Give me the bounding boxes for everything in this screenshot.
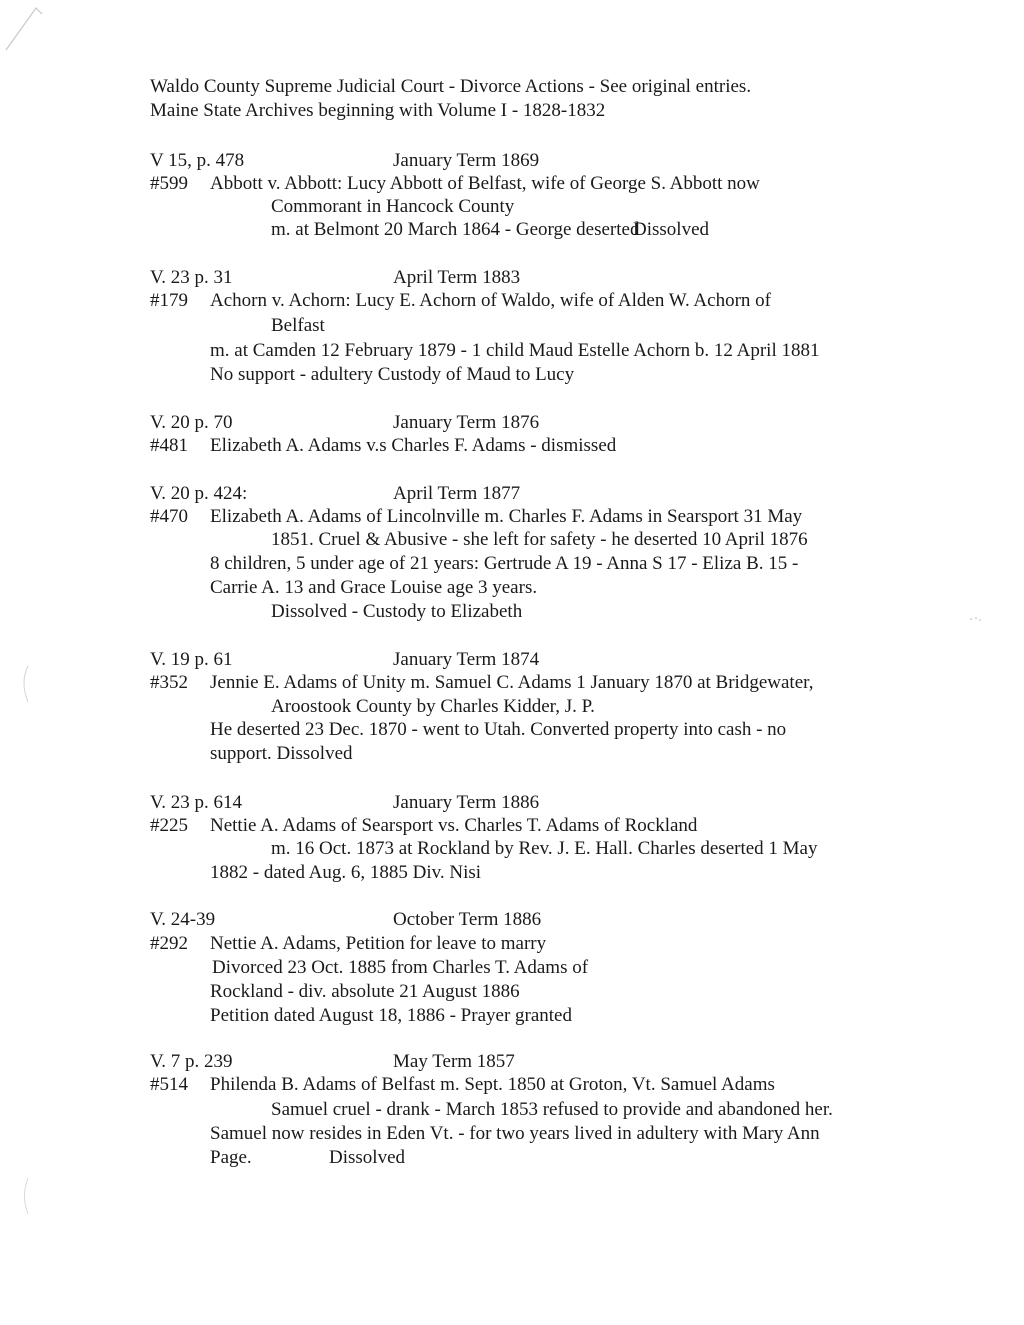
entry-line: Page. xyxy=(210,1147,252,1168)
entry-number: #292 xyxy=(150,933,188,954)
entry-volume: V. 19 p. 61 xyxy=(150,649,233,670)
entry-number: #225 xyxy=(150,815,188,836)
entry-line: Commorant in Hancock County xyxy=(271,196,515,217)
entry-line: 1851. Cruel & Abusive - she left for safety - he deserted 10 April 1876 xyxy=(271,529,808,550)
entry-line: Divorced 23 Oct. 1885 from Charles T. Adams of xyxy=(212,957,589,978)
entry-line: support. Dissolved xyxy=(210,743,353,764)
entry-line: Aroostook County by Charles Kidder, J. P. xyxy=(271,696,595,717)
entry-outcome: Dissolved xyxy=(329,1147,405,1168)
entry-volume: V. 20 p. 70 xyxy=(150,412,233,433)
entry-outcome: Dissolved xyxy=(633,219,709,240)
entry-term: May Term 1857 xyxy=(393,1051,515,1072)
entry-term: April Term 1883 xyxy=(393,267,521,288)
entry-line: m. at Belmont 20 March 1864 - George deserted xyxy=(271,219,640,240)
entry-line: Belfast xyxy=(271,315,325,336)
entry-number: #514 xyxy=(150,1074,188,1095)
entry-line: Philenda B. Adams of Belfast m. Sept. 1850 at Groton, Vt. Samuel Adams xyxy=(210,1074,775,1095)
entry-line: Petition dated August 18, 1886 - Prayer granted xyxy=(210,1005,572,1026)
document-heading: Waldo County Supreme Judicial Court - Divorce Actions - See original entries. xyxy=(150,76,752,97)
entry-term: January Term 1886 xyxy=(393,792,540,813)
entry-number: #470 xyxy=(150,506,188,527)
entry-line: 1882 - dated Aug. 6, 1885 Div. Nisi xyxy=(210,862,482,883)
document-subheading: Maine State Archives beginning with Volume I - 1828-1832 xyxy=(150,100,606,121)
entry-volume: V. 24-39 xyxy=(150,909,216,930)
entry-volume: V. 20 p. 424: xyxy=(150,483,248,504)
entry-line: m. 16 Oct. 1873 at Rockland by Rev. J. E. Hall. Charles deserted 1 May xyxy=(271,838,818,859)
entry-term: January Term 1876 xyxy=(393,412,540,433)
entry-number: #352 xyxy=(150,672,188,693)
entry-term: October Term 1886 xyxy=(393,909,542,930)
entry-volume: V 15, p. 478 xyxy=(150,150,245,171)
entry-line: Elizabeth A. Adams v.s Charles F. Adams - dismissed xyxy=(210,435,617,456)
entry-number: #599 xyxy=(150,173,188,194)
entry-term: April Term 1877 xyxy=(393,483,521,504)
entry-line: Rockland - div. absolute 21 August 1886 xyxy=(210,981,520,1002)
entry-line: Abbott v. Abbott: Lucy Abbott of Belfast, wife of George S. Abbott now xyxy=(210,173,760,194)
scan-speck xyxy=(968,614,982,624)
scan-speck xyxy=(18,1176,32,1216)
entry-line: Nettie A. Adams of Searsport vs. Charles T. Adams of Rockland xyxy=(210,815,698,836)
entry-volume: V. 23 p. 614 xyxy=(150,792,243,813)
entry-term: January Term 1869 xyxy=(393,150,540,171)
entry-line: No support - adultery Custody of Maud to Lucy xyxy=(210,364,575,385)
entry-volume: V. 7 p. 239 xyxy=(150,1051,233,1072)
entry-line: Samuel cruel - drank - March 1853 refused to provide and abandoned her. xyxy=(271,1099,833,1120)
entry-line: Elizabeth A. Adams of Lincolnville m. Charles F. Adams in Searsport 31 May xyxy=(210,506,803,527)
scan-speck xyxy=(16,664,32,704)
entry-line: He deserted 23 Dec. 1870 - went to Utah. Converted property into cash - no xyxy=(210,719,787,740)
entry-outcome: Dissolved - Custody to Elizabeth xyxy=(271,601,523,622)
entry-line: Nettie A. Adams, Petition for leave to marry xyxy=(210,933,547,954)
entry-line: m. at Camden 12 February 1879 - 1 child Maud Estelle Achorn b. 12 April 1881 xyxy=(210,340,820,361)
entry-term: January Term 1874 xyxy=(393,649,540,670)
corner-pencil-mark xyxy=(4,6,44,52)
entry-number: #179 xyxy=(150,290,188,311)
entry-line: Samuel now resides in Eden Vt. - for two years lived in adultery with Mary Ann xyxy=(210,1123,820,1144)
entry-line: Achorn v. Achorn: Lucy E. Achorn of Waldo, wife of Alden W. Achorn of xyxy=(210,290,771,311)
entry-number: #481 xyxy=(150,435,188,456)
entry-volume: V. 23 p. 31 xyxy=(150,267,233,288)
entry-line: Carrie A. 13 and Grace Louise age 3 years. xyxy=(210,577,538,598)
entry-line: Jennie E. Adams of Unity m. Samuel C. Adams 1 January 1870 at Bridgewater, xyxy=(210,672,814,693)
entry-line: 8 children, 5 under age of 21 years: Gertrude A 19 - Anna S 17 - Eliza B. 15 - xyxy=(210,553,799,574)
